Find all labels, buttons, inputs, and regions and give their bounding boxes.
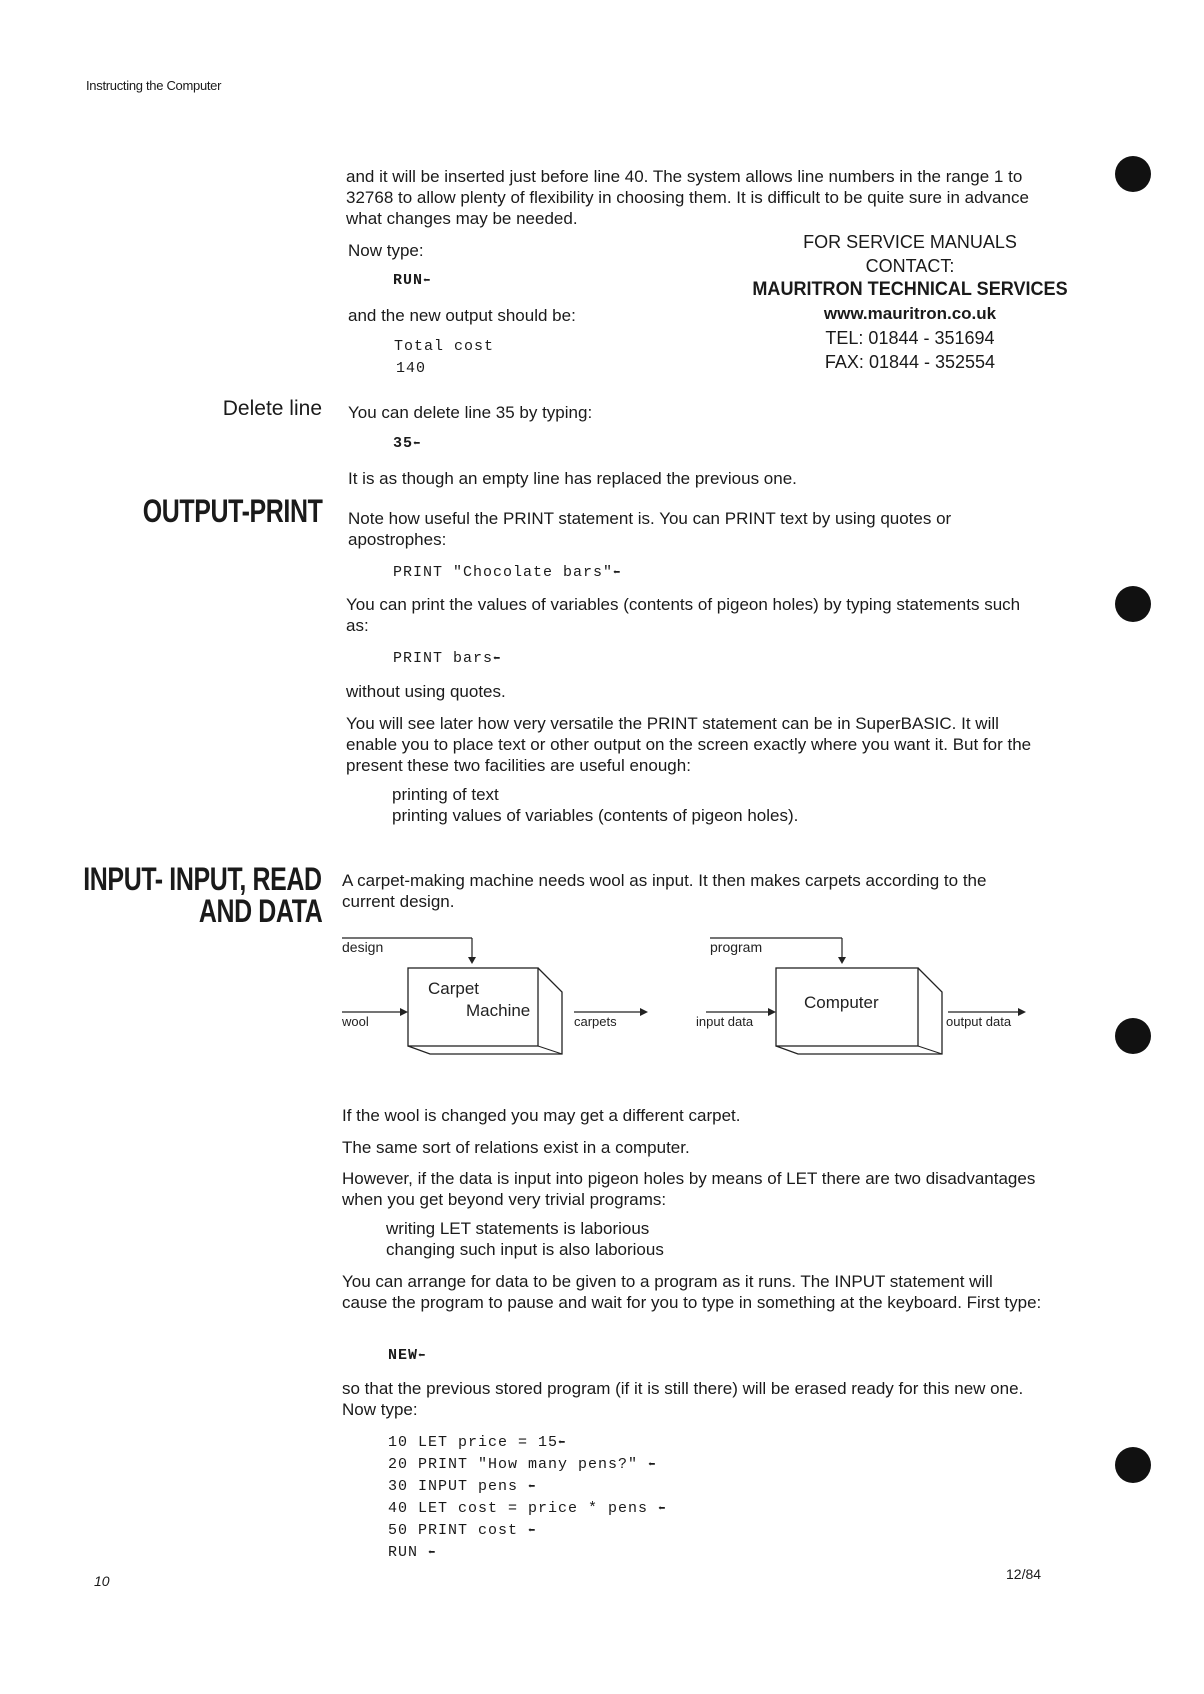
service-fax: FAX: 01844 - 352554 — [824, 352, 996, 372]
input-p6: so that the previous stored program (if it is still there) will be erased ready for this new one. Now type: — [342, 1379, 1024, 1419]
input-heading-line-2: AND DATA — [198, 893, 322, 929]
binder-hole-4 — [1115, 1447, 1151, 1483]
program-line: 50 PRINT cost ⬅ — [388, 1522, 537, 1539]
print-command-2: PRINT bars⬅ — [393, 650, 502, 667]
carpets-label: carpets — [574, 1014, 617, 1029]
binder-hole-1 — [1115, 156, 1151, 192]
input-p4: However, if the data is input into pigeon holes by means of LET there are two disadvantages when you get beyond very trivial programs: — [342, 1169, 1036, 1209]
input-p5: You can arrange for data to be given to a program as it runs. The INPUT statement will cause the program to pause and wait for you to type in something at the keyboard. First type: — [342, 1272, 1042, 1312]
output-p3: without using quotes. — [346, 682, 506, 701]
program-listing — [388, 1432, 666, 1564]
wool-label: wool — [342, 1014, 369, 1029]
design-label: design — [342, 939, 384, 955]
enter-key-icon: ⬅ — [558, 1436, 567, 1450]
output-line-1: Total cost — [394, 338, 495, 355]
new-output-text: and the new output should be: — [348, 306, 576, 325]
delete-command: 35⬅ — [393, 435, 422, 452]
input-p3: The same sort of relations exist in a computer. — [342, 1138, 690, 1157]
service-brand: MAURITRON TECHNICAL SERVICES — [752, 279, 1068, 300]
service-line-1: FOR SERVICE MANUALS — [803, 232, 1017, 252]
input-p2: If the wool is changed you may get a different carpet. — [342, 1106, 741, 1125]
program-line: RUN ⬅ — [388, 1544, 437, 1561]
new-command: NEW⬅ — [388, 1347, 427, 1364]
output-line-2: 140 — [396, 360, 427, 377]
input-data-label: input data — [696, 1014, 754, 1029]
wool-arrowhead — [400, 1008, 408, 1016]
page-number: 10 — [94, 1573, 110, 1589]
enter-key-icon: ⬅ — [493, 652, 502, 666]
running-title: Instructing the Computer — [86, 78, 222, 93]
service-tel: TEL: 01844 - 351694 — [825, 328, 995, 348]
print-command-1: PRINT "Chocolate bars"⬅ — [393, 564, 622, 581]
program-line: 40 LET cost = price * pens ⬅ — [388, 1500, 667, 1517]
enter-key-icon: ⬅ — [423, 274, 432, 288]
enter-key-icon: ⬅ — [428, 1546, 437, 1560]
delete-after-text: It is as though an empty line has replaced the previous one. — [348, 469, 797, 488]
input-list-item-1: writing LET statements is laborious — [386, 1219, 650, 1238]
output-list-item-2: printing values of variables (contents of pigeon holes). — [392, 806, 799, 825]
enter-key-icon: ⬅ — [413, 437, 422, 451]
delete-line-heading: Delete line — [222, 397, 322, 420]
intro-paragraph: and it will be inserted just before line 40. The system allows line numbers in the range 1 to 32768 to allow plenty of flexibility in choosing them. It is difficult to be quite sure in advance what changes may be needed. — [346, 167, 1029, 228]
input-heading-line-1: INPUT- INPUT, READ — [83, 861, 322, 897]
program-line: 20 PRINT "How many pens?" ⬅ — [388, 1456, 657, 1473]
binder-hole-3 — [1115, 1018, 1151, 1054]
enter-key-icon: ⬅ — [613, 566, 622, 580]
delete-text: You can delete line 35 by typing: — [348, 403, 593, 422]
output-list-item-1: printing of text — [392, 785, 499, 804]
input-list-item-2: changing such input is also laborious — [386, 1240, 664, 1259]
enter-key-icon: ⬅ — [658, 1502, 667, 1516]
enter-key-icon: ⬅ — [528, 1524, 537, 1538]
service-contact-block — [740, 230, 1080, 374]
carpet-machine-label-1: Carpet — [428, 979, 480, 998]
run-command: RUN⬅ — [393, 272, 432, 289]
design-arrowhead — [468, 957, 476, 964]
computer-diagram — [696, 938, 1026, 1054]
program-line: 30 INPUT pens ⬅ — [388, 1478, 537, 1495]
computer-box-edge — [918, 1046, 942, 1054]
output-data-label: output data — [946, 1014, 1012, 1029]
output-print-heading: OUTPUT-PRINT — [142, 493, 322, 529]
enter-key-icon: ⬅ — [648, 1458, 657, 1472]
program-arrowhead — [838, 957, 846, 964]
enter-key-icon: ⬅ — [418, 1349, 427, 1363]
binder-hole-2 — [1115, 586, 1151, 622]
input-p1: A carpet-making machine needs wool as input. It then makes carpets according to the current design. — [342, 871, 987, 911]
program-label: program — [710, 939, 763, 955]
computer-label: Computer — [804, 993, 879, 1012]
output-data-arrowhead — [1018, 1008, 1026, 1016]
carpet-machine-diagram — [341, 938, 648, 1054]
carpet-machine-label-2: Machine — [466, 1001, 531, 1020]
service-url: www.mauritron.co.uk — [823, 304, 997, 323]
input-output-diagram — [330, 930, 1050, 1065]
output-p1: Note how useful the PRINT statement is. You can PRINT text by using quotes or apostrophes: — [348, 509, 952, 549]
enter-key-icon: ⬅ — [528, 1480, 537, 1494]
carpets-arrowhead — [640, 1008, 648, 1016]
output-p2: You can print the values of variables (contents of pigeon holes) by typing statements such as: — [346, 595, 1021, 635]
date-code: 12/84 — [1006, 1566, 1042, 1582]
output-p4: You will see later how very versatile the PRINT statement can be in SuperBASIC. It will enable you to place text or other output on the screen exactly where you want it. But for the present these two facilities are useful enough: — [346, 714, 1032, 775]
input-data-arrowhead — [768, 1008, 776, 1016]
program-line: 10 LET price = 15⬅ — [388, 1434, 567, 1451]
carpet-machine-box-edge — [538, 1046, 562, 1054]
now-type-text: Now type: — [348, 241, 424, 260]
service-line-2: CONTACT: — [865, 256, 955, 276]
